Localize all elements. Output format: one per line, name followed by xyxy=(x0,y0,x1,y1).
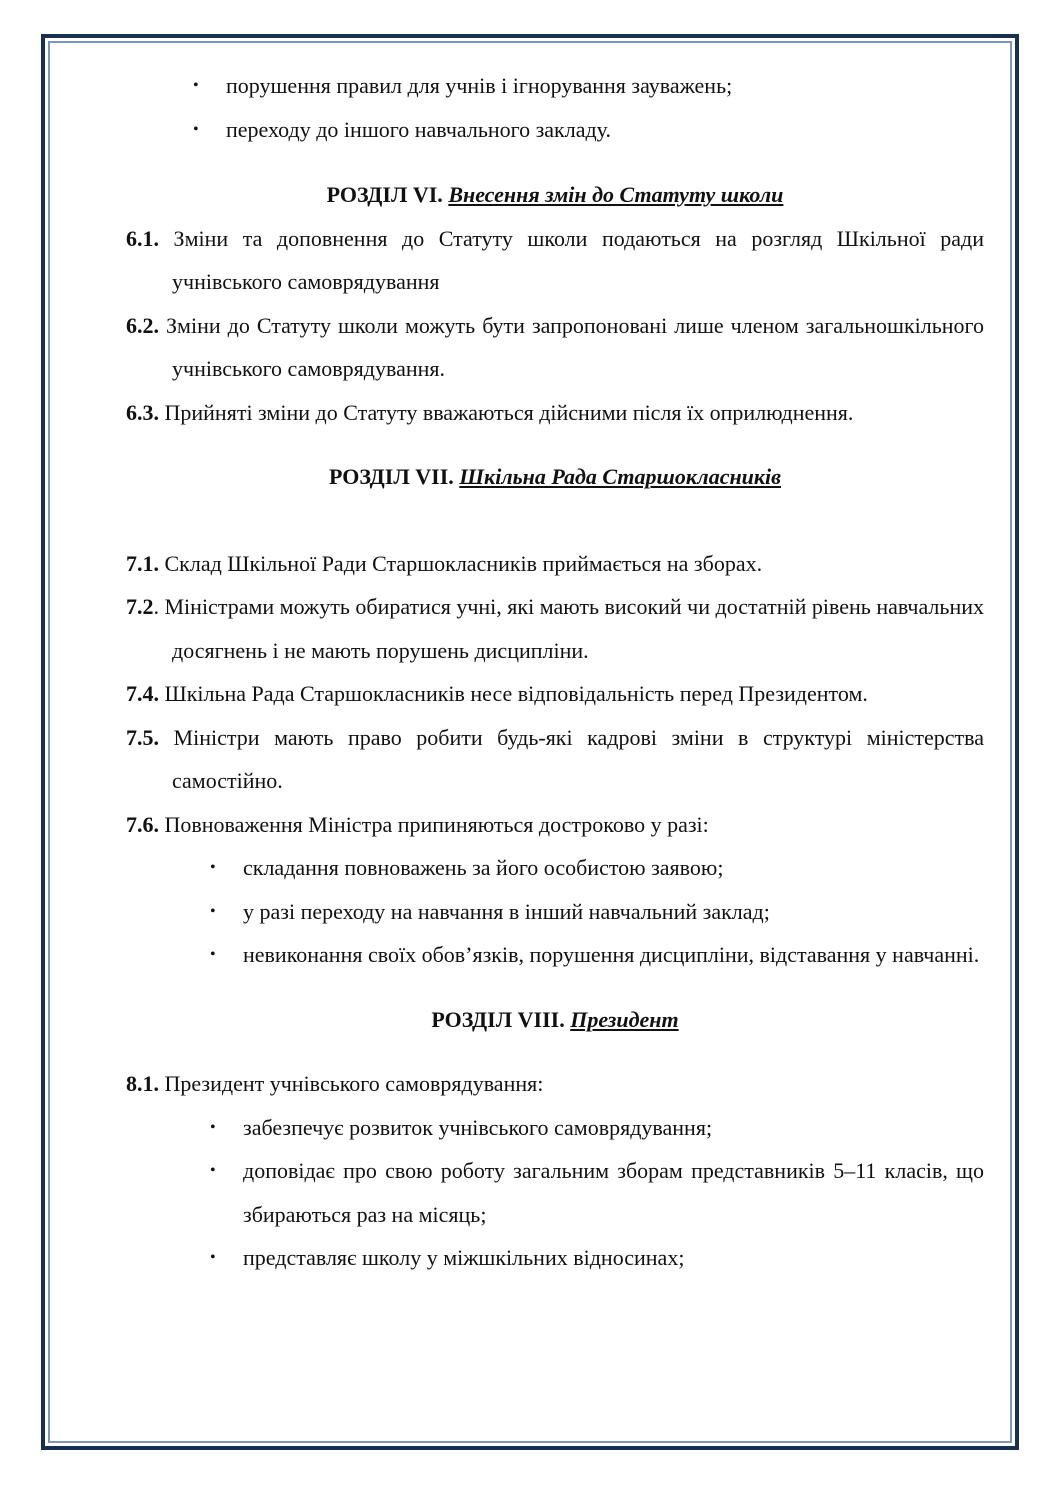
clause-7-6: 7.6. Повноваження Міністра припиняються достроково у разі: xyxy=(126,811,709,837)
clause-6-3: 6.3. Прийняті зміни до Статуту вважаються дійсними після їх оприлюднення. xyxy=(126,399,854,425)
bullet-icon: • xyxy=(193,120,199,138)
list-item: • забезпечує розвиток учнівського самоврядування; xyxy=(243,1106,984,1150)
section-8-heading: РОЗДІЛ VIII. Президент xyxy=(431,1006,679,1032)
bullet-icon: • xyxy=(193,77,199,94)
bullet-icon: • xyxy=(210,946,216,963)
section-8-bullet-list xyxy=(126,1106,984,1280)
clause-7-4: 7.4. Шкільна Рада Старшокласників несе відповідальність перед Президентом. xyxy=(126,681,868,706)
document-body xyxy=(126,64,984,1280)
clause-7-1: 7.1. Склад Шкільної Ради Старшокласників приймається на зборах. xyxy=(126,550,763,576)
section-6-heading: РОЗДІЛ VI. Внесення змін до Статуту школи xyxy=(326,182,784,207)
list-item: • невиконання своїх обов’язків, порушення дисципліни, відставання у навчанні. xyxy=(243,933,984,977)
list-item: • представляє школу у міжшкільних відносинах; xyxy=(243,1236,984,1280)
bullet-icon: • xyxy=(210,902,216,920)
clause-6-1: 6.1. Зміни та доповнення до Статуту школи подаються на розгляд Шкільної ради учнівського самоврядування xyxy=(126,225,984,294)
section-8-title: Президент xyxy=(570,1006,679,1032)
bullet-icon: • xyxy=(210,859,216,876)
list-item: • порушення правил для учнів і ігнорування зауважень; xyxy=(226,64,984,108)
bullet-icon: • xyxy=(210,1162,216,1179)
list-item: • доповідає про свою роботу загальним зборам представників 5–11 класів, що збираються раз на місяць; xyxy=(243,1149,984,1236)
section-6-title: Внесення змін до Статуту школи xyxy=(448,182,784,207)
list-item: • складання повноважень за його особистою заявою; xyxy=(243,846,984,890)
clause-7-5: 7.5. Міністри мають право робити будь-які кадрові зміни в структурі міністерства самостійно. xyxy=(126,724,984,793)
intro-bullet-list xyxy=(126,64,984,151)
section-7-bullet-list xyxy=(126,846,984,977)
list-item: • у разі переходу на навчання в інший навчальний заклад; xyxy=(243,890,984,934)
clause-6-2: 6.2. Зміни до Статуту школи можуть бути запропоновані лише членом загальношкільного учнівського самоврядування. xyxy=(126,312,984,381)
bullet-icon: • xyxy=(210,1118,216,1136)
list-item: • переходу до іншого навчального закладу. xyxy=(226,108,984,152)
section-7-title: Шкільна Рада Старшокласників xyxy=(459,464,781,489)
clause-7-2: 7.2. Міністрами можуть обиратися учні, які мають високий чи достатній рівень навчальних досягнень і не мають порушень дисципліни. xyxy=(126,594,984,663)
section-7-heading: РОЗДІЛ VII. Шкільна Рада Старшокласників xyxy=(328,464,781,489)
clause-8-1: 8.1. Президент учнівського самоврядування: xyxy=(126,1071,544,1096)
bullet-icon: • xyxy=(210,1249,216,1266)
